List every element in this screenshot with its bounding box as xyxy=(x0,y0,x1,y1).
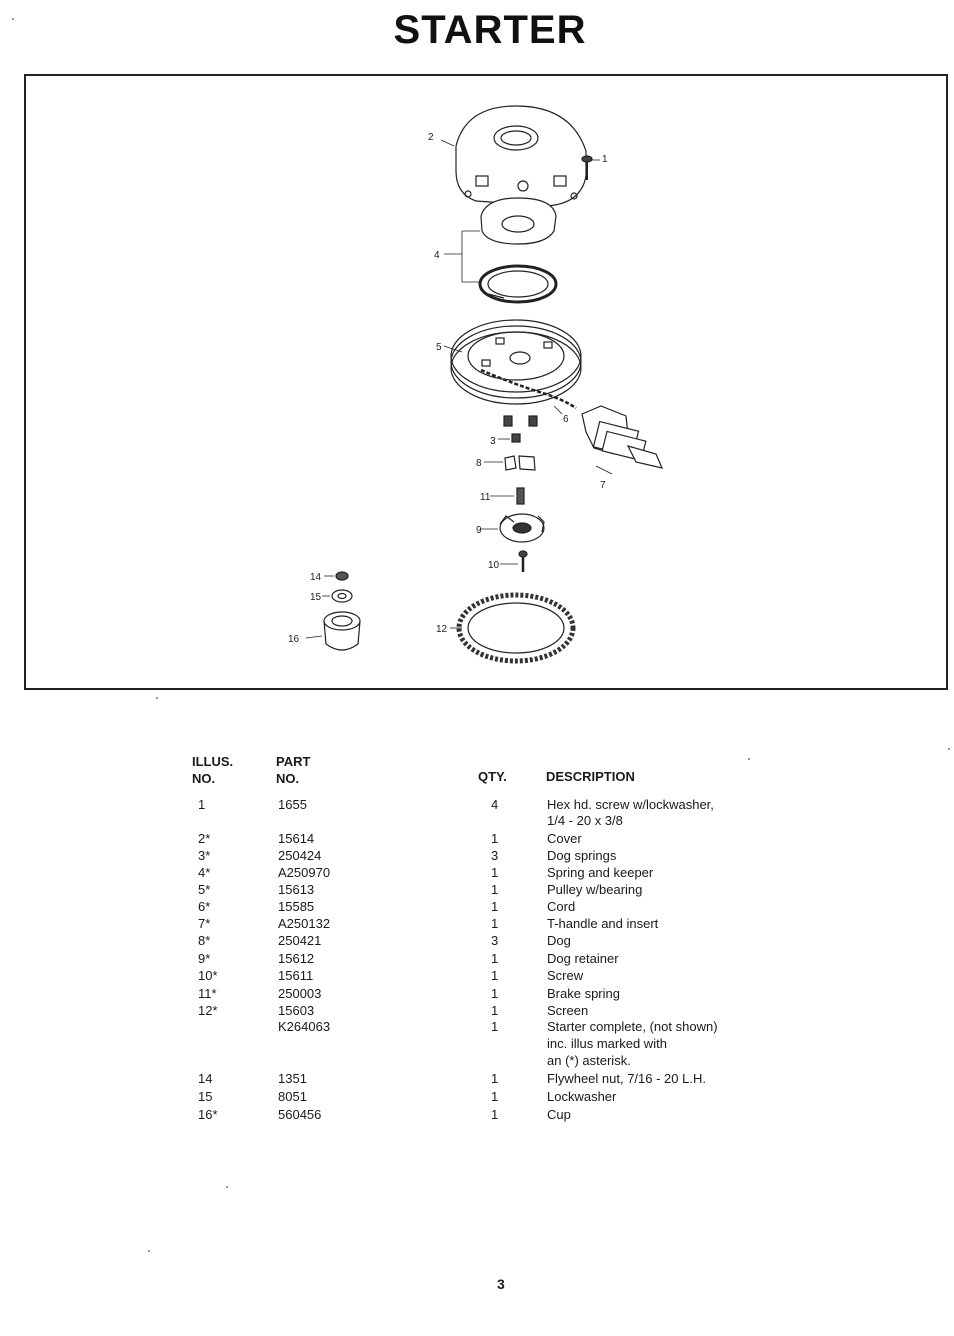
cell-qty: 1 xyxy=(491,1003,499,1018)
scan-speck xyxy=(12,18,14,20)
cell-qty: 1 xyxy=(491,1089,499,1104)
header-description: DESCRIPTION xyxy=(546,769,635,784)
cell-qty: 1 xyxy=(491,831,499,846)
cell-illus: 15 xyxy=(198,1089,213,1104)
header-illus-line1: ILLUS. xyxy=(192,754,234,769)
cell-description: Cup xyxy=(547,1107,571,1122)
cell-illus: 11* xyxy=(198,986,217,1001)
scan-speck xyxy=(156,697,158,699)
cell-part: 8051 xyxy=(278,1089,307,1104)
callout-2: 2 xyxy=(428,132,434,143)
cell-illus: 2* xyxy=(198,831,211,846)
cell-illus: 1 xyxy=(198,797,206,812)
callout-12: 12 xyxy=(436,624,448,635)
cell-description: Dog xyxy=(547,933,571,948)
cell-part: 1351 xyxy=(278,1071,307,1086)
cell-illus: 16* xyxy=(198,1107,218,1122)
callout-6: 6 xyxy=(563,414,569,425)
brake-spring-part xyxy=(517,488,524,504)
cup-part xyxy=(324,612,360,650)
callout-15: 15 xyxy=(310,592,322,603)
cell-part: 15603 xyxy=(278,1003,315,1018)
cell-description: Starter complete, (not shown) xyxy=(547,1019,718,1034)
cell-part: A250132 xyxy=(278,916,331,931)
cover-part xyxy=(456,106,586,206)
header-part-line2: NO. xyxy=(276,771,300,786)
dog-retainer-part xyxy=(500,514,544,542)
scan-speck xyxy=(148,1250,150,1252)
callout-5: 5 xyxy=(436,342,442,353)
callout-10: 10 xyxy=(488,560,500,571)
cell-qty: 1 xyxy=(491,899,499,914)
header-illus-no xyxy=(192,753,233,787)
cell-part: 15614 xyxy=(278,831,315,846)
cell-qty: 1 xyxy=(491,882,499,897)
scan-speck xyxy=(748,758,750,760)
cell-part: 15612 xyxy=(278,951,315,966)
dog-part xyxy=(505,456,535,470)
cell-illus: 6* xyxy=(198,899,211,914)
cell-description: Screen xyxy=(547,1003,589,1018)
header-part-line1: PART xyxy=(276,754,311,769)
header-part-no xyxy=(276,753,310,787)
cell-description: Pulley w/bearing xyxy=(547,882,643,897)
cell-qty: 3 xyxy=(491,933,499,948)
starter-exploded-diagram xyxy=(26,76,946,688)
cell-illus: 4* xyxy=(198,865,211,880)
cell-description: Cover xyxy=(547,831,582,846)
callout-9: 9 xyxy=(476,525,482,536)
cell-part: 250421 xyxy=(278,933,322,948)
callout-1: 1 xyxy=(602,154,608,165)
cell-part: 15613 xyxy=(278,882,315,897)
cell-description: an (*) asterisk. xyxy=(547,1053,631,1068)
cell-illus: 10* xyxy=(198,968,218,983)
lockwasher-part xyxy=(332,590,352,602)
cell-description: Cord xyxy=(547,899,576,914)
cell-part: 560456 xyxy=(278,1107,322,1122)
cell-qty: 3 xyxy=(491,848,499,863)
cell-qty: 1 xyxy=(491,1071,499,1086)
header-qty: QTY. xyxy=(478,769,507,784)
page-title: STARTER xyxy=(393,8,587,52)
callout-11: 11 xyxy=(480,492,491,503)
cell-description: Lockwasher xyxy=(547,1089,617,1104)
cell-part: 250003 xyxy=(278,986,322,1001)
cell-qty: 4 xyxy=(491,797,499,812)
dog-springs-part xyxy=(504,416,537,442)
callout-14: 14 xyxy=(310,572,322,583)
callout-4: 4 xyxy=(434,250,440,261)
screw-part xyxy=(519,551,527,572)
cell-illus: 3* xyxy=(198,848,211,863)
cell-description: T-handle and insert xyxy=(547,916,659,931)
screen-part xyxy=(459,595,573,661)
cell-qty: 1 xyxy=(491,1019,499,1034)
cell-illus: 7* xyxy=(198,916,211,931)
cell-description: Dog retainer xyxy=(547,951,619,966)
callout-8: 8 xyxy=(476,458,482,469)
cell-illus: 8* xyxy=(198,933,211,948)
cell-description: inc. illus marked with xyxy=(547,1036,667,1051)
cell-part: K264063 xyxy=(278,1019,331,1034)
cell-qty: 1 xyxy=(491,865,499,880)
cell-qty: 1 xyxy=(491,951,499,966)
pulley-part xyxy=(451,320,581,404)
cell-description: Hex hd. screw w/lockwasher, xyxy=(547,797,714,812)
cell-qty: 1 xyxy=(491,916,499,931)
cell-part: 250424 xyxy=(278,848,322,863)
scan-speck xyxy=(226,1186,228,1188)
callout-3: 3 xyxy=(490,436,496,447)
cell-illus: 12* xyxy=(198,1003,218,1018)
cell-description: Brake spring xyxy=(547,986,620,1001)
cell-illus: 5* xyxy=(198,882,211,897)
callout-leaders xyxy=(306,140,612,638)
cell-description: Screw xyxy=(547,968,584,983)
cell-description: 1/4 - 20 x 3/8 xyxy=(547,813,623,828)
cell-illus: 14 xyxy=(198,1071,213,1086)
flywheel-nut-part xyxy=(336,572,348,580)
callout-7: 7 xyxy=(600,480,606,491)
t-handle-part xyxy=(582,406,662,468)
page-number: 3 xyxy=(497,1276,505,1292)
header-illus-line2: NO. xyxy=(192,771,216,786)
cell-qty: 1 xyxy=(491,968,499,983)
scan-speck xyxy=(948,748,950,750)
cell-part: 15611 xyxy=(278,968,314,983)
cell-description: Dog springs xyxy=(547,848,617,863)
cell-qty: 1 xyxy=(491,986,499,1001)
cell-part: A250970 xyxy=(278,865,331,880)
exploded-view-figure xyxy=(24,74,948,690)
cell-description: Flywheel nut, 7/16 - 20 L.H. xyxy=(547,1071,706,1086)
callout-16: 16 xyxy=(288,634,300,645)
cell-description: Spring and keeper xyxy=(547,865,654,880)
cell-qty: 1 xyxy=(491,1107,499,1122)
cell-part: 15585 xyxy=(278,899,315,914)
cell-part: 1655 xyxy=(278,797,307,812)
cell-illus: 9* xyxy=(198,951,211,966)
spring-keeper-part xyxy=(480,198,556,302)
